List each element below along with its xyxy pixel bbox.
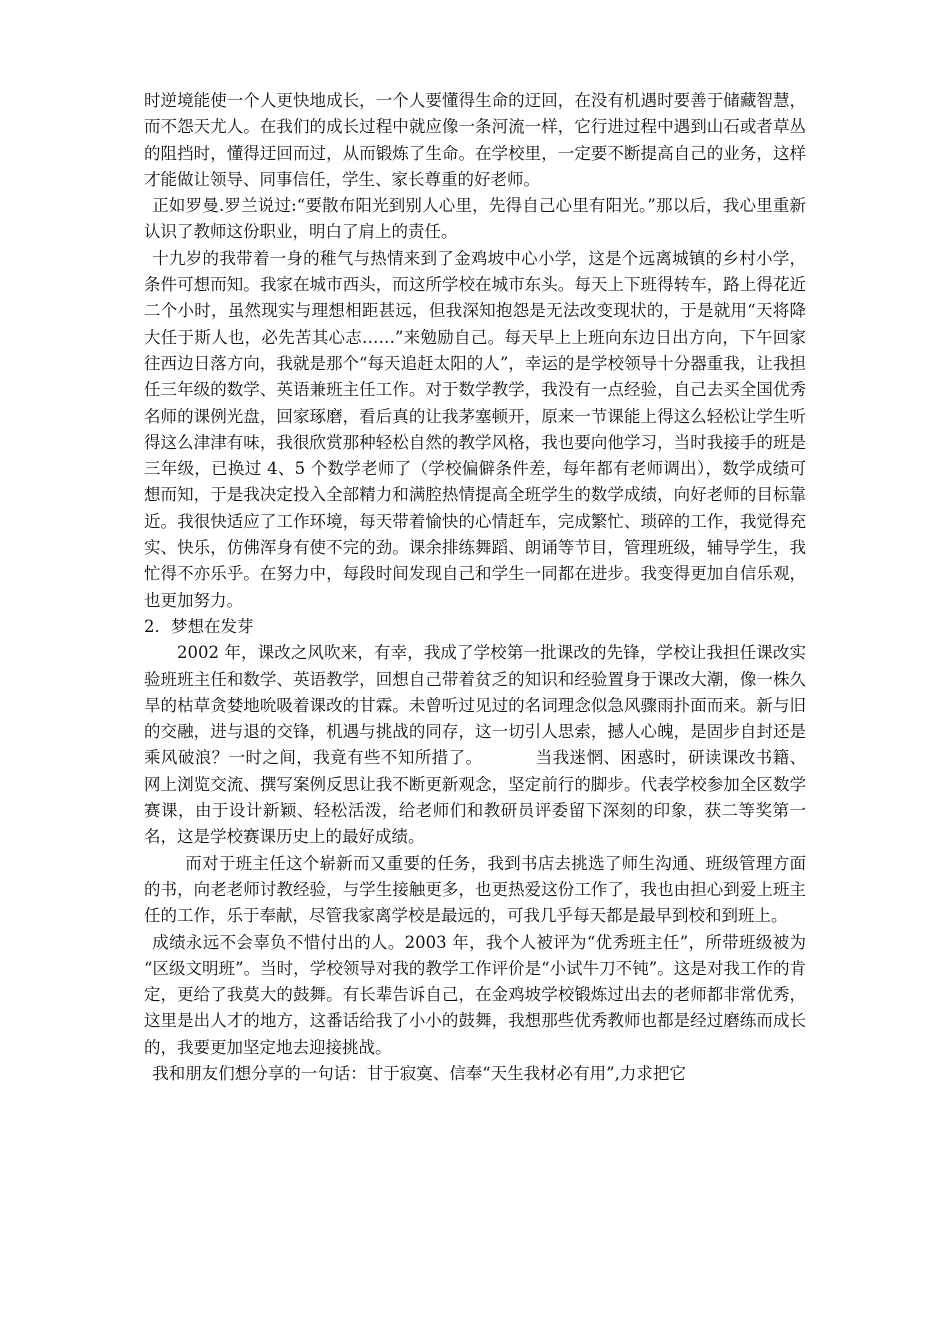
paragraph-7: 我和朋友们想分享的一句话：甘于寂寞、信奉“天生我材必有用”,力求把它 [152,1063,686,1083]
paragraph-4 [144,640,806,850]
paragraph-1: 时逆境能使一个人更快地成长，一个人要懂得生命的迂回，在没有机遇时要善于储藏智慧，而不怨天尤人。在我们的成长过程中就应像一条河流一样，它行进过程中遇到山石或者草丛的阻挡时，懂得迂回而过，从而锻炼了生命。在学校里，一定要不断提高自己的业务，这样才能做让领导、同事信任，学生、家长尊重的好老师。 [144,91,806,189]
paragraph-2: 正如罗曼.罗兰说过:“要散布阳光到别人心里，先得自己心里有阳光。”那以后，我心里重新认识了教师这份职业，明白了肩上的责任。 [144,196,806,242]
paragraph-4-part-b: 当我迷惘、困惑时，研读课改书籍、网上浏览交流、撰写案例反思让我不断更新观念，坚定前行的脚步。代表学校参加全区数学赛课，由于设计新颖、轻松活泼，给老师们和教研员评委留下深刻的印象，获二等奖第一名，这是学校赛课历史上的最好成绩。 [144,748,807,847]
paragraph-5: 而对于班主任这个崭新而又重要的任务，我到书店去挑选了师生沟通、班级管理方面的书，向老老师讨教经验，与学生接触更多，也更热爱这份工作了，我也由担心到爱上班主任的工作，乐于奉献，尽管我家离学校是最远的，可我几乎每天都是最早到校和到班上。 [144,853,806,926]
section-heading-2: 2．梦想在发芽 [144,616,254,636]
paragraph-4-part-a: 2002 年，课改之风吹来，有幸，我成了学校第一批课改的先锋，学校让我担任课改实验班班主任和数学、英语教学，回想自己带着贫乏的知识和经验置身于课改大潮，像一株久旱的枯草贪婪地吮吸着课改的甘霖。未曾听过见过的名词理念似急风骤雨扑面而来。新与旧的交融，进与退的交锋，机遇与挑战的同存，这一切引人思索，撼人心魄，是固步自封还是乘风破浪？一时之间，我竟有些不知所措了。 [144,643,806,768]
paragraph-3: 十九岁的我带着一身的稚气与热情来到了金鸡坡中心小学，这是个远离城镇的乡村小学，条件可想而知。我家在城市西头，而这所学校在城市东头。每天上下班得转车，路上得花近二个小时，虽然现实与理想相距甚远，但我深知抱怨是无法改变现状的，于是就用“天将降大任于斯人也，必先苦其心志……”来勉励自己。每天早上上班向东边日出方向，下午回家往西边日落方向，我就是那个“每天追赶太阳的人”，幸运的是学校领导十分器重我，让我担任三年级的数学、英语兼班主任工作。对于数学教学，我没有一点经验，自己去买全国优秀名师的课例光盘，回家琢磨，看后真的让我茅塞顿开，原来一节课能上得这么轻松让学生听得这么津津有味，我很欣赏那种轻松自然的教学风格，我也要向他学习，当时我接手的班是三年级，已换过 4、5 个数学老师了（学校偏僻条件差，每年都有老师调出），数学成绩可想而知，于是我决定投入全部精力和满腔热情提高全班学生的数学成绩，向好老师的目标靠近。我很快适应了工作环境，每天带着愉快的心情赶车，完成繁忙、琐碎的工作，我觉得充实、快乐，仿佛浑身有使不完的劲。课余排练舞蹈、朗诵等节目，管理班级，辅导学生，我忙得不亦乐乎。在努力中，每段时间发现自己和学生一同都在进步。我变得更加自信乐观，也更加努力。 [144,248,806,610]
document-page [144,88,806,1087]
paragraph-6: 成绩永远不会辜负不惜付出的人。2003 年，我个人被评为“优秀班主任”，所带班级被为 “区级文明班”。当时，学校领导对我的教学工作评价是“小试牛刀不钝”。这是对我工作的肯定，更给了我莫大的鼓舞。有长辈告诉自己，在金鸡坡学校锻炼过出去的老师都非常优秀，这里是出人才的地方，这番话给我了小小的鼓舞，我想那些优秀教师也都是经过磨练而成长的，我要更加坚定地去迎接挑战。 [144,932,806,1057]
